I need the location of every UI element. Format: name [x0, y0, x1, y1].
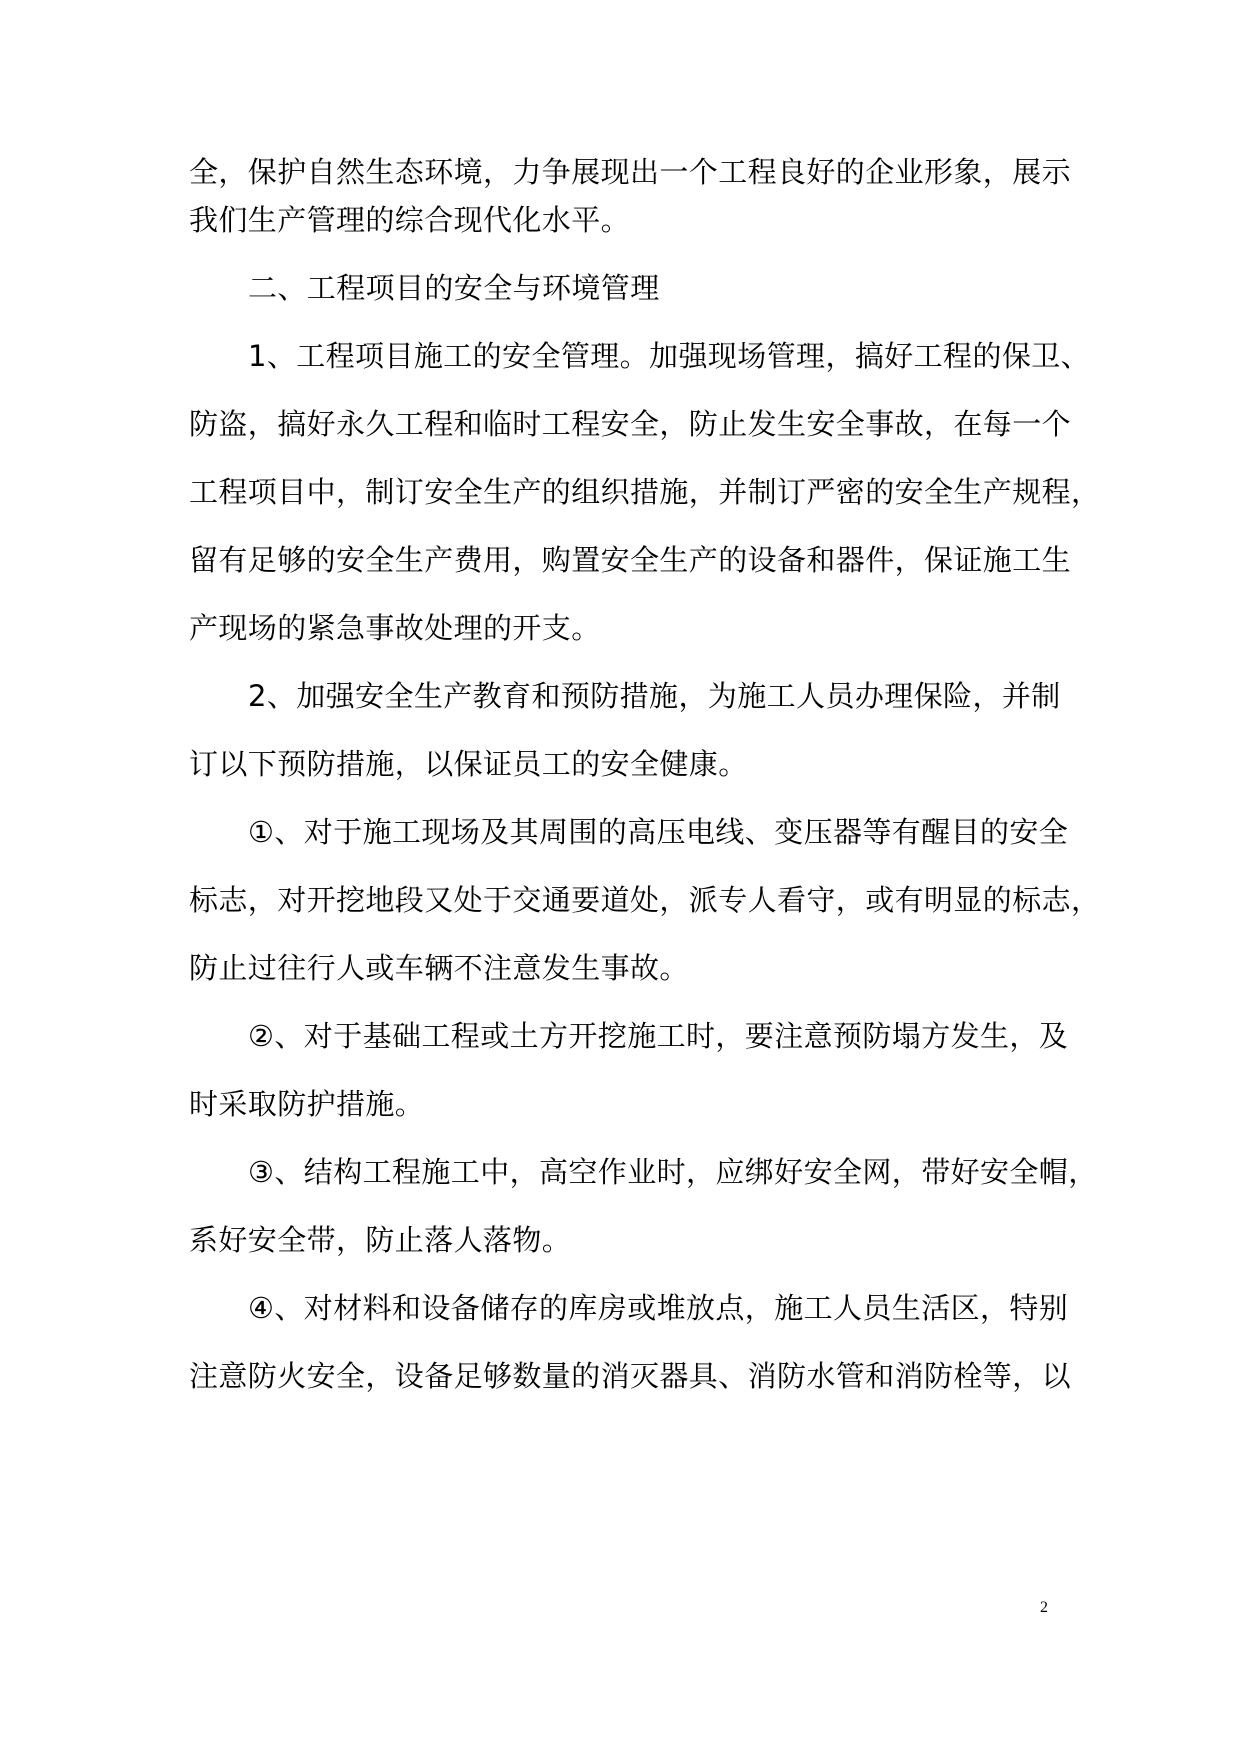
text-line: ③、结构工程施工中，高空作业时，应绑好安全网，带好安全帽，: [248, 1155, 1098, 1189]
text-line: 全，保护自然生态环境，力争展现出一个工程良好的企业形象，展示: [189, 155, 1072, 189]
text-line: ④、对材料和设备储存的库房或堆放点，施工人员生活区，特别: [248, 1291, 1069, 1325]
text-line: 我们生产管理的综合现代化水平。: [189, 203, 631, 237]
text-line: 防盗，搞好永久工程和临时工程安全，防止发生安全事故，在每一个: [189, 407, 1072, 441]
text-line: 系好安全带，防止落人落物。: [189, 1223, 572, 1257]
text-line: 标志，对开挖地段又处于交通要道处，派专人看守，或有明显的标志，: [189, 883, 1101, 917]
text-line: ①、对于施工现场及其周围的高压电线、变压器等有醒目的安全: [248, 815, 1069, 849]
text-line: ②、对于基础工程或土方开挖施工时，要注意预防塌方发生，及: [248, 1019, 1069, 1053]
text-line: 工程项目中，制订安全生产的组织措施，并制订严密的安全生产规程，: [189, 475, 1101, 509]
section-heading: 二、工程项目的安全与环境管理: [248, 271, 660, 305]
text-line: 防止过往行人或车辆不注意发生事故。: [189, 951, 689, 985]
text-line: 时采取防护措施。: [189, 1087, 425, 1121]
text-line: 1、工程项目施工的安全管理。加强现场管理，搞好工程的保卫、: [248, 339, 1091, 373]
text-line: 订以下预防措施，以保证员工的安全健康。: [189, 747, 748, 781]
text-line: 2、加强安全生产教育和预防措施，为施工人员办理保险，并制: [248, 679, 1061, 713]
page-number: 2: [1040, 1599, 1048, 1616]
text-line: 注意防火安全，设备足够数量的消灭器具、消防水管和消防栓等，以: [189, 1359, 1072, 1393]
text-line: 留有足够的安全生产费用，购置安全生产的设备和器件，保证施工生: [189, 543, 1072, 577]
text-line: 产现场的紧急事故处理的开支。: [189, 611, 601, 645]
